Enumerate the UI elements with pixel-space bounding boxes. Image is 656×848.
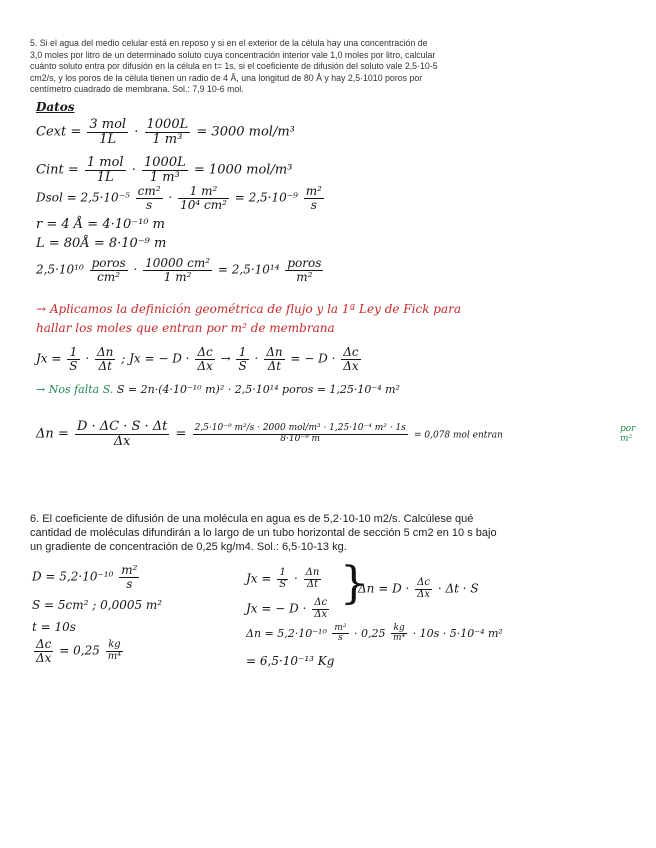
gradient-equation: $\frac{\Delta c}{\Delta x}$ = 0,25 $\frac{kg}{\text{m⁴}}$ xyxy=(36,637,122,665)
red-note-line1: → Aplicamos la definición geométrica de flujo y la 1ª Ley de Fick para xyxy=(36,302,462,316)
d-equation: D = 5,2·10⁻¹⁰ $\frac{\text{m²}}{s}$ xyxy=(32,563,138,591)
flux-equation: Jx = $\frac{1}{S}$ · $\frac{\Delta n}{\Delta t}$ ; Jx = − D · $\frac{\Delta c}{\Delta x}$ → $\frac{1}{S}$ · $\frac{\Delta n}{\Delta t}$ = − D · $\frac{\Delta c}{\Delta x}$ xyxy=(36,345,359,373)
s-equation: S = 5cm² ; 0,0005 m² xyxy=(32,598,163,612)
c-int-result: 1000 mol/m³ xyxy=(208,162,293,178)
d-sol-equation: Dsol = 2,5·10⁻⁵ $\frac{\text{cm²}}{s}$ · $\frac{\text{1 m²}}{\text{10⁴ cm²}}$ = 2,5·10⁻⁹ $\frac{\text{m²}}{s}$ xyxy=(36,184,322,212)
statement-line: cantidad de moléculas difundirán a lo largo de un tubo horizontal de sección 5 cm2 en 10 s bajo xyxy=(30,527,497,540)
dn-result: = 6,5·10⁻¹³ Kg xyxy=(246,654,335,668)
dn-formula: Δn = D · $\frac{\Delta c}{\Delta x}$ · Δt · S xyxy=(358,577,479,600)
red-note-line2: hallar los moles que entran por m² de membrana xyxy=(36,321,335,335)
c-ext-result: 3000 mol/m³ xyxy=(211,124,295,140)
problem5-statement xyxy=(30,38,438,96)
r-equation: r = 4 Å = 4·10⁻¹⁰ m xyxy=(36,217,166,232)
c-ext-equation: Cext = $\frac{\text{3 mol}}{1L}$ · $\frac{1000L}{\text{1 m³}}$ = 3000 mol/m³ xyxy=(36,117,295,147)
jx-definition: Jx = $\frac{1}{S}$ · $\frac{\Delta n}{\Delta t}$ xyxy=(246,567,320,590)
l-equation: L = 80Å = 8·10⁻⁹ m xyxy=(36,236,167,251)
problem6-statement xyxy=(30,512,497,555)
statement-line: 3,0 moles por litro de un determinado soluto cuya concentración interior vale 1,0 moles por litro, calcular xyxy=(30,49,436,60)
s-calculation-line xyxy=(36,383,400,396)
c-ext-lhs: Cext = xyxy=(36,124,82,140)
statement-line: cuánto soluto entra por difusión en la célula en t= 1s, si el coeficiente de difusión del soluto vale 2,5·10-5 xyxy=(30,61,438,72)
datos-heading: Datos xyxy=(36,100,75,114)
green-side-note: por m² xyxy=(620,424,636,444)
s-calculation: S = 2n·(4·10⁻¹⁰ m)² · 2,5·10¹⁴ poros = 1,25·10⁻⁴ m² xyxy=(116,383,400,396)
delta-n-equation: Δn = $\frac{D \cdot \Delta C \cdot S \cdot \Delta t}{\Delta x}$ = $\frac{\text{2,5·10⁻⁹ m²/s · 2000 mol/m³ · 1,25·10⁻⁴ m² · 1s}}{\text{8·10⁻⁹ m}}$ = 0,078 mol entran xyxy=(36,419,503,449)
delta-n-result: = 0,078 mol entran xyxy=(413,430,503,441)
poros-equation: 2,5·10¹⁰ $\frac{\text{poros}}{\text{cm²}}$ · $\frac{\text{10000 cm²}}{\text{1 m²}}$ = 2,5·10¹⁴ $\frac{\text{poros}}{\text{m²}}$ xyxy=(36,256,322,284)
statement-line: centímetro cuadrado de membrana. Sol.: 7,9 10-6 mol. xyxy=(30,84,244,95)
t-equation: t = 10s xyxy=(32,620,76,634)
brace: } xyxy=(340,558,368,609)
dn-numeric: Δn = 5,2·10⁻¹⁰ $\frac{\text{m²}}{s}$ · 0,25 $\frac{kg}{\text{m⁴}}$ · 10s · 5·10⁻⁴ m² xyxy=(246,623,503,644)
arrow-icon: → xyxy=(220,351,231,366)
statement-line: 5. Si el agua del medio celular está en reposo y si en el exterior de la célula hay una concentración de xyxy=(30,38,428,48)
statement-line: cm2/s, y los poros de la célula tienen un radio de 4 Å, una longitud de 80 Å y hay 2,5·1010 poros por xyxy=(30,72,423,83)
statement-line: 6. El coeficiente de difusión de una molécula en agua es de 5,2·10-10 m2/s. Calcúlese qué xyxy=(30,513,474,525)
statement-line: un gradiente de concentración de 0,25 kg/m4. Sol.: 6,5·10-13 kg. xyxy=(30,541,347,554)
green-note: → Nos falta S. xyxy=(36,383,114,396)
fick-law: Jx = − D · $\frac{\Delta c}{\Delta x}$ xyxy=(246,597,328,620)
c-int-equation: Cint = $\frac{\text{1 mol}}{1L}$ · $\frac{1000L}{\text{1 m³}}$ = 1000 mol/m³ xyxy=(36,155,293,185)
